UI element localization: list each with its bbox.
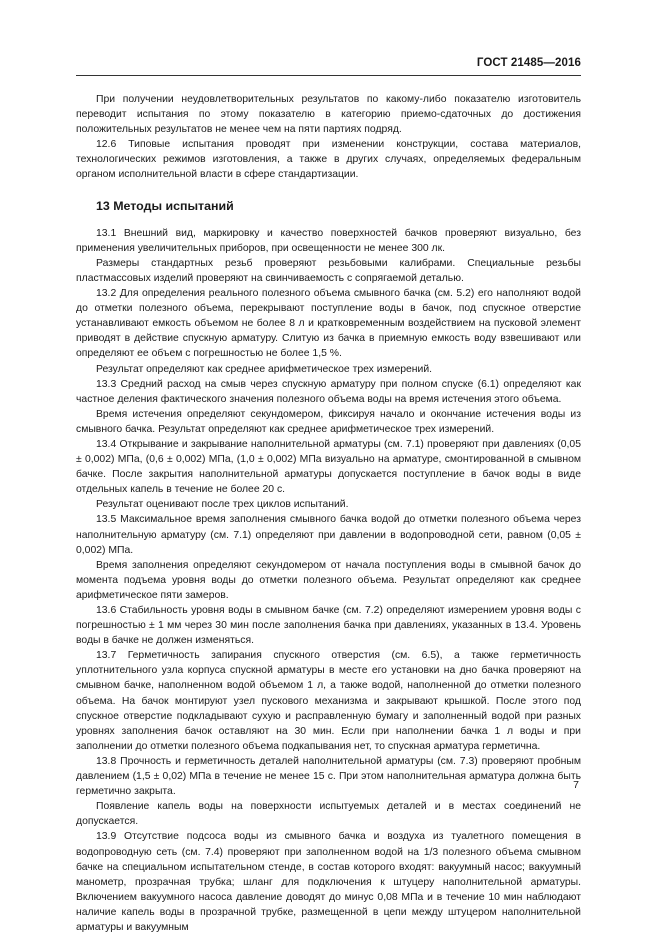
paragraph: Появление капель воды на поверхности испытуемых деталей и в местах соединений не допускается. [76, 801, 581, 828]
paragraph: 12.6 Типовые испытания проводят при изменении конструкции, состава материалов, технологических режимов изготовления, а также в других случаях, определяемых федеральным органом исполнительной власти в сфере стандартизации. [76, 139, 581, 181]
header-divider [76, 75, 581, 76]
paragraph: Время истечения определяют секундомером, фиксируя начало и окончание истечения воды из смывного бачка. Результат определяют как среднее арифметическое трех измерений. [76, 408, 581, 435]
document-body [76, 92, 581, 935]
paragraph: При получении неудовлетворительных результатов по какому-либо показателю изготовитель переводит испытания по этому показателю в категорию приемо-сдаточных до достижения положительных результатов не менее чем на пяти партиях подряд. [76, 94, 581, 136]
paragraph: 13.6 Стабильность уровня воды в смывном бачке (см. 7.2) определяют измерением уровня воды с погрешностью ± 1 мм через 30 мин после заполнения бачка при давлениях, указанных в 13.4. Уровень воды в бачке не должен изменяться. [76, 605, 581, 647]
paragraph: 13.1 Внешний вид, маркировку и качество поверхностей бачков проверяют визуально, без применения увеличительных приборов, при освещенности не менее 300 лк. [76, 227, 581, 254]
paragraph: 13.3 Средний расход на смыв через спускную арматуру при полном спуске (6.1) определяют как частное деления фактического значения полезного объема воды на время истечения этого объема. [76, 378, 581, 405]
page-number: 7 [573, 779, 579, 791]
paragraph: Время заполнения определяют секундомером от начала поступления воды в смывной бачок до момента подъема уровня воды до отметки полезного объема. Результат определяют как среднее арифметическое пяти замеров. [76, 559, 581, 601]
paragraph: 13.8 Прочность и герметичность деталей наполнительной арматуры (см. 7.3) проверяют пробным давлением (1,5 ± 0,02) МПа в течение не менее 15 с. При этом наполнительная арматура должна быть герметично закрыта. [76, 755, 581, 798]
document-id-header: ГОСТ 21485—2016 [476, 57, 581, 69]
paragraph: Результат определяют как среднее арифметическое трех измерений. [96, 363, 433, 375]
paragraph: 13.2 Для определения реального полезного объема смывного бачка (см. 5.2) его наполняют водой до отметки полезного объема, перекрывают поступление воды в бачок, под спускное отверстие устанавливают емкость объемом не более 8 л и кратковременным воздействием на пусковой элемент приводят в действие спускную арматуру. Слитую из бачка в приемную емкость воду взвешивают или определяют ее объем с погрешностью не более 1,5 %. [76, 288, 581, 360]
paragraph: 13.4 Открывание и закрывание наполнительной арматуры (см. 7.1) проверяют при давлениях (0,05 ± 0,002) МПа, (0,6 ± 0,002) МПа, (1,0 ± 0,002) МПа визуально на арматуре, смонтированной в смывном бачке. После закрытия наполнительной арматуры допускается поступление в бачок воды в виде отдельных капель в течение не более 20 с. [76, 438, 581, 496]
paragraph: 13.9 Отсутствие подсоса воды из смывного бачка и воздуха из туалетного помещения в водопроводную сеть (см. 7.4) проверяют при заполненном водой на 1/3 полезного объема смывном бачке на специальном испытательном стенде, в состав которого входят: вакуумный насос; вакуумный манометр, прозрачная трубка; шланг для подключения к штуцеру наполнительной арматуры. Включением вакуумного насоса давление доводят до минус 0,08 МПа и в течение 10 мин наблюдают наличие капель воды в прозрачной трубке, размещенной в цепи между штуцером наполнительной арматуры и вакуумным [76, 831, 581, 933]
paragraph: Размеры стандартных резьб проверяют резьбовыми калибрами. Специальные резьбы пластмассовых изделий проверяют на свинчиваемость с сопрягаемой деталью. [76, 257, 581, 284]
section-title: 13 Методы испытаний [96, 198, 234, 213]
paragraph: 13.7 Герметичность запирания спускного отверстия (см. 6.5), а также герметичность уплотнительного узла корпуса спускной арматуры в месте его установки на дно бачка проверяют на смывном бачке, наполненном водой объемом 1 л, а также водой, наполненной до отметки полезного объема. На бачок монтируют узел пускового механизма и закрывают крышкой. После этого под спускное отверстие подкладывают сухую и расправленную бумагу и заполненный водой при разных уровнях заполнения бачок оставляют на 30 мин. Если при наполнении бачка 1 л воды и при заполнении до отметки полезного объема подкапывания нет, то спускная арматура герметична. [76, 650, 581, 752]
paragraph: Результат оценивают после трех циклов испытаний. [96, 499, 349, 511]
paragraph: 13.5 Максимальное время заполнения смывного бачка водой до отметки полезного объема через наполнительную арматуру (см. 7.1) определяют при давлении в водопроводной сети, равном (0,05 ± 0,002) МПа. [76, 514, 581, 556]
